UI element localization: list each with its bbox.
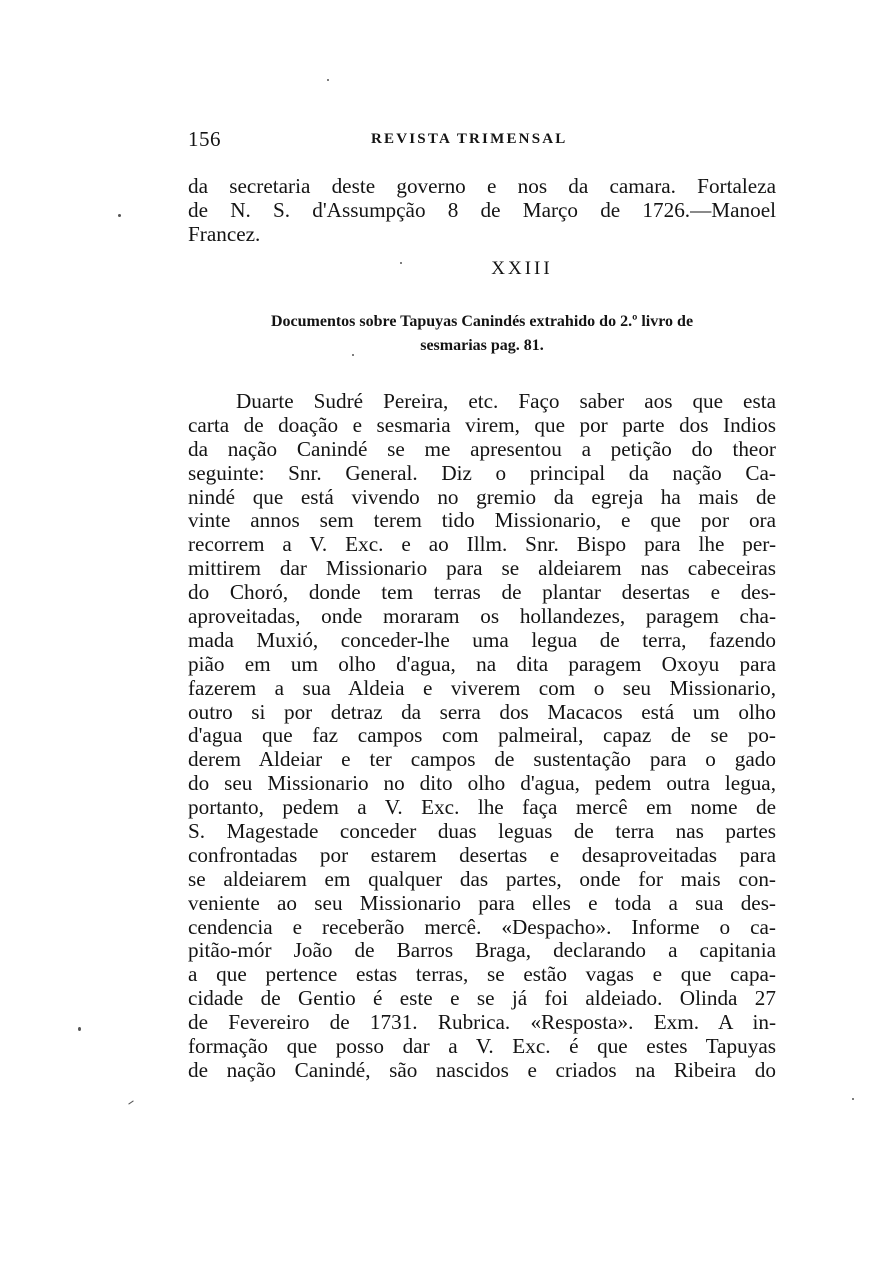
document-heading-line: Documentos sobre Tapuyas Canindés extrahido do 2.º livro de (270, 313, 694, 330)
text-line: mada Muxió, conceder-lhe uma legua de terra, fazendo (188, 628, 776, 652)
text-line: aproveitadas, onde moraram os hollandezes, paragem cha- (188, 605, 776, 629)
text-line: recorrem a V. Exc. e ao Illm. Snr. Bispo para lhe per- (188, 533, 776, 557)
scan-speck (327, 79, 329, 81)
scan-speck (352, 354, 354, 356)
text-line: portanto, pedem a V. Exc. lhe faça mercê em nome de (188, 796, 776, 820)
text-line: d'agua que faz campos com palmeiral, capaz de se po- (188, 724, 776, 748)
intro-paragraph (188, 175, 776, 247)
page-number: 156 (188, 127, 221, 151)
scan-speck (78, 1027, 81, 1031)
document-heading (188, 310, 776, 358)
text-line: a que pertence estas terras, se estão vagas e que capa- (188, 963, 776, 987)
text-line: de N. S. d'Assumpção 8 de Março de 1726.—Manoel (188, 198, 776, 222)
scan-speck (128, 1100, 133, 1104)
text-line: vinte annos sem terem tido Missionario, e que por ora (188, 509, 776, 533)
document-heading-line: sesmarias pag. 81. (420, 337, 544, 354)
text-line: pitão-mór João de Barros Braga, declarando a capitania (188, 939, 776, 963)
text-line: outro si por detraz da serra dos Macacos está um olho (188, 700, 776, 724)
section-number: XXIII (491, 258, 553, 279)
text-line: da secretaria deste governo e nos da camara. Fortaleza (188, 175, 776, 198)
text-line: formação que posso dar a V. Exc. é que estes Tapuyas (188, 1035, 776, 1059)
running-title: REVISTA TRIMENSAL (371, 131, 568, 147)
text-line: confrontadas por estarem desertas e desaproveitadas para (188, 843, 776, 867)
text-line: Francez. (188, 222, 261, 246)
scan-speck (118, 214, 121, 217)
text-line: do seu Missionario no dito olho d'agua, pedem outra legua, (188, 772, 776, 796)
text-line: S. Magestade conceder duas leguas de terra nas partes (188, 820, 776, 844)
text-line: derem Aldeiar e ter campos de sustentação para o gado (188, 748, 776, 772)
text-line: mittirem dar Missionario para se aldeiarem nas cabeceiras (188, 557, 776, 581)
text-line: cidade de Gentio é este e se já foi aldeiado. Olinda 27 (188, 987, 776, 1011)
text-line: fazerem a sua Aldeia e viverem com o seu Missionario, (188, 676, 776, 700)
scan-speck (400, 262, 402, 264)
text-line: da nação Canindé se me apresentou a petição do theor (188, 437, 776, 461)
scan-speck (852, 1098, 854, 1100)
body-paragraph (188, 390, 776, 1083)
text-line: carta de doação e sesmaria virem, que por parte dos Indios (188, 413, 776, 437)
text-line: pião em um olho d'agua, na dita paragem Oxoyu para (188, 652, 776, 676)
text-line: veniente ao seu Missionario para elles e toda a sua des- (188, 891, 776, 915)
text-line: de Fevereiro de 1731. Rubrica. «Resposta». Exm. A in- (188, 1011, 776, 1035)
page-header (188, 127, 778, 155)
text-line: do Choró, donde tem terras de plantar desertas e des- (188, 581, 776, 605)
text-line: se aldeiarem em qualquer das partes, onde for mais con- (188, 867, 776, 891)
text-line: Duarte Sudré Pereira, etc. Faço saber aos que esta (236, 390, 776, 413)
text-line: seguinte: Snr. General. Diz o principal da nação Ca- (188, 461, 776, 485)
text-line: nindé que está vivendo no gremio da egreja ha mais de (188, 485, 776, 509)
text-line: de nação Canindé, são nascidos e criados na Ribeira do (188, 1058, 776, 1082)
text-line: cendencia e receberão mercê. «Despacho». Informe o ca- (188, 915, 776, 939)
